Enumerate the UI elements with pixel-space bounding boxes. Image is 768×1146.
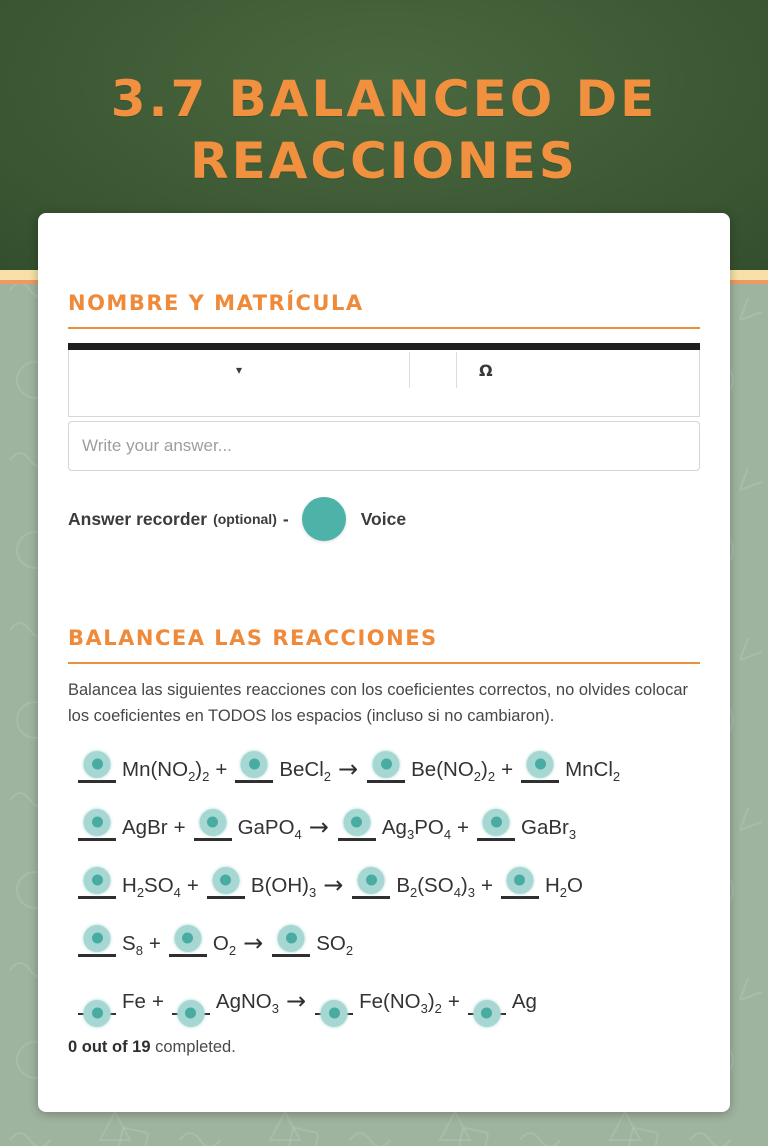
formula-term: $S_8$ [122, 931, 143, 958]
blank-marker-icon [358, 867, 385, 894]
formula-term: $O_2$ [212, 931, 237, 958]
answer-input[interactable] [68, 421, 700, 471]
blank-marker-icon [84, 1000, 111, 1027]
special-characters-button[interactable] [457, 350, 493, 390]
reaction-arrow: → [308, 812, 329, 841]
plus-operator: + [186, 873, 199, 897]
blank-marker-icon [483, 809, 510, 836]
coefficient-blank[interactable] [78, 864, 116, 899]
blank-marker-icon [473, 1000, 500, 1027]
coefficient-blank[interactable] [338, 806, 376, 841]
blank-marker-icon [241, 751, 268, 778]
coefficient-blank[interactable] [78, 806, 116, 841]
formula-term: BeCl$_2$ [279, 757, 332, 784]
reaction-arrow: → [243, 928, 264, 957]
coefficient-blank[interactable] [78, 980, 116, 1015]
plus-operator: + [501, 757, 514, 781]
blank-marker-icon [84, 867, 111, 894]
formula-term: $B(OH)_3$ [250, 873, 317, 900]
equation-row [74, 922, 700, 957]
coefficient-blank[interactable] [78, 922, 116, 957]
toolbar-gap [410, 350, 456, 390]
equation-row [74, 806, 700, 841]
progress-status [68, 1038, 700, 1057]
plus-operator: + [457, 815, 470, 839]
blank-marker-icon [84, 751, 111, 778]
coefficient-blank[interactable] [468, 980, 506, 1015]
coefficient-blank[interactable] [477, 806, 515, 841]
coefficient-blank[interactable] [172, 980, 210, 1015]
progress-count: 0 out of 19 [68, 1037, 151, 1056]
coefficient-blank[interactable] [272, 922, 310, 957]
blank-marker-icon [278, 925, 305, 952]
coefficient-blank[interactable] [78, 748, 116, 783]
section-heading-balancea: BALANCEA LAS REACCIONES [68, 626, 438, 650]
answer-recorder-label: Answer recorder [68, 508, 208, 529]
rich-text-toolbar [68, 343, 700, 417]
plus-operator: + [151, 989, 164, 1013]
blank-marker-icon [343, 809, 370, 836]
plus-operator: + [173, 815, 186, 839]
formula-term: GaBr$_3$ [521, 815, 577, 842]
blank-marker-icon [506, 867, 533, 894]
coefficient-blank[interactable] [352, 864, 390, 899]
reaction-arrow: → [338, 754, 359, 783]
section-heading-nombre: NOMBRE Y MATRÍCULA [68, 291, 364, 315]
worksheet-card [38, 213, 730, 1112]
formula-term: MnCl$_2$ [565, 757, 621, 784]
coefficient-blank[interactable] [315, 980, 353, 1015]
worksheet-title [0, 0, 768, 192]
formula-term: $Be(NO_2)_2$ [411, 757, 496, 784]
formula-term: AgNO$_3$ [215, 989, 279, 1016]
heading-divider [68, 662, 700, 664]
heading-divider [68, 327, 700, 329]
plus-operator: + [480, 873, 493, 897]
voice-record-button[interactable] [302, 497, 346, 541]
formula-term: $H_2SO_4$ [122, 873, 181, 900]
blank-marker-icon [527, 751, 554, 778]
omega-icon: Ω [479, 360, 493, 380]
coefficient-blank[interactable] [207, 864, 245, 899]
coefficient-blank[interactable] [521, 748, 559, 783]
equation-row [74, 864, 700, 899]
formula-term: $H_2O$ [544, 873, 583, 900]
blank-marker-icon [373, 751, 400, 778]
equation-row [74, 748, 700, 783]
formula-term: Fe [122, 989, 146, 1013]
plus-operator: + [447, 989, 460, 1013]
formula-term: $SO_2$ [316, 931, 354, 958]
reaction-arrow: → [323, 870, 344, 899]
toolbar-top-bar [68, 343, 700, 350]
formula-term: $B_2(SO_4)_3$ [396, 873, 475, 900]
voice-label: Voice [360, 508, 407, 529]
blank-marker-icon [84, 925, 111, 952]
formula-term: Ag [511, 989, 537, 1013]
toolbar-row [69, 350, 699, 390]
progress-rest: completed. [150, 1037, 236, 1056]
coefficient-blank[interactable] [367, 748, 405, 783]
blank-marker-icon [199, 809, 226, 836]
worksheet-title-line2: REACCIONES [190, 132, 578, 190]
coefficient-blank[interactable] [235, 748, 273, 783]
formula-term: $Mn(NO_2)_2$ [122, 757, 210, 784]
instructions-text: Balancea las siguientes reacciones con los coeficientes correctos, no olvides colocar los coeficientes en TODOS los espacios (incluso si no cambiaron). [68, 681, 688, 725]
reaction-arrow: → [285, 986, 307, 1015]
blank-marker-icon [84, 809, 111, 836]
formula-term: GaPO$_4$ [237, 815, 302, 842]
blank-marker-icon [177, 1000, 204, 1027]
equation-row [74, 980, 700, 1015]
worksheet-title-line1: 3.7 BALANCEO DE [110, 70, 658, 128]
formula-term: $Ag_3PO_4$ [381, 815, 452, 842]
plus-operator: + [148, 931, 161, 955]
blank-marker-icon [321, 1000, 348, 1027]
coefficient-blank[interactable] [501, 864, 539, 899]
plus-operator: + [215, 757, 228, 781]
chevron-down-icon: ▾ [235, 363, 243, 377]
coefficient-blank[interactable] [194, 806, 232, 841]
coefficient-blank[interactable] [169, 922, 207, 957]
blank-marker-icon [212, 867, 239, 894]
answer-recorder-dash: - [282, 508, 289, 529]
equations-list [74, 748, 700, 1015]
formula-term: $Fe(NO_3)_2$ [359, 989, 442, 1016]
answer-recorder-row [68, 497, 700, 541]
answer-recorder-optional: (optional) [213, 511, 277, 527]
format-dropdown[interactable] [69, 350, 409, 390]
formula-term: AgBr [122, 815, 168, 839]
blank-marker-icon [174, 925, 201, 952]
